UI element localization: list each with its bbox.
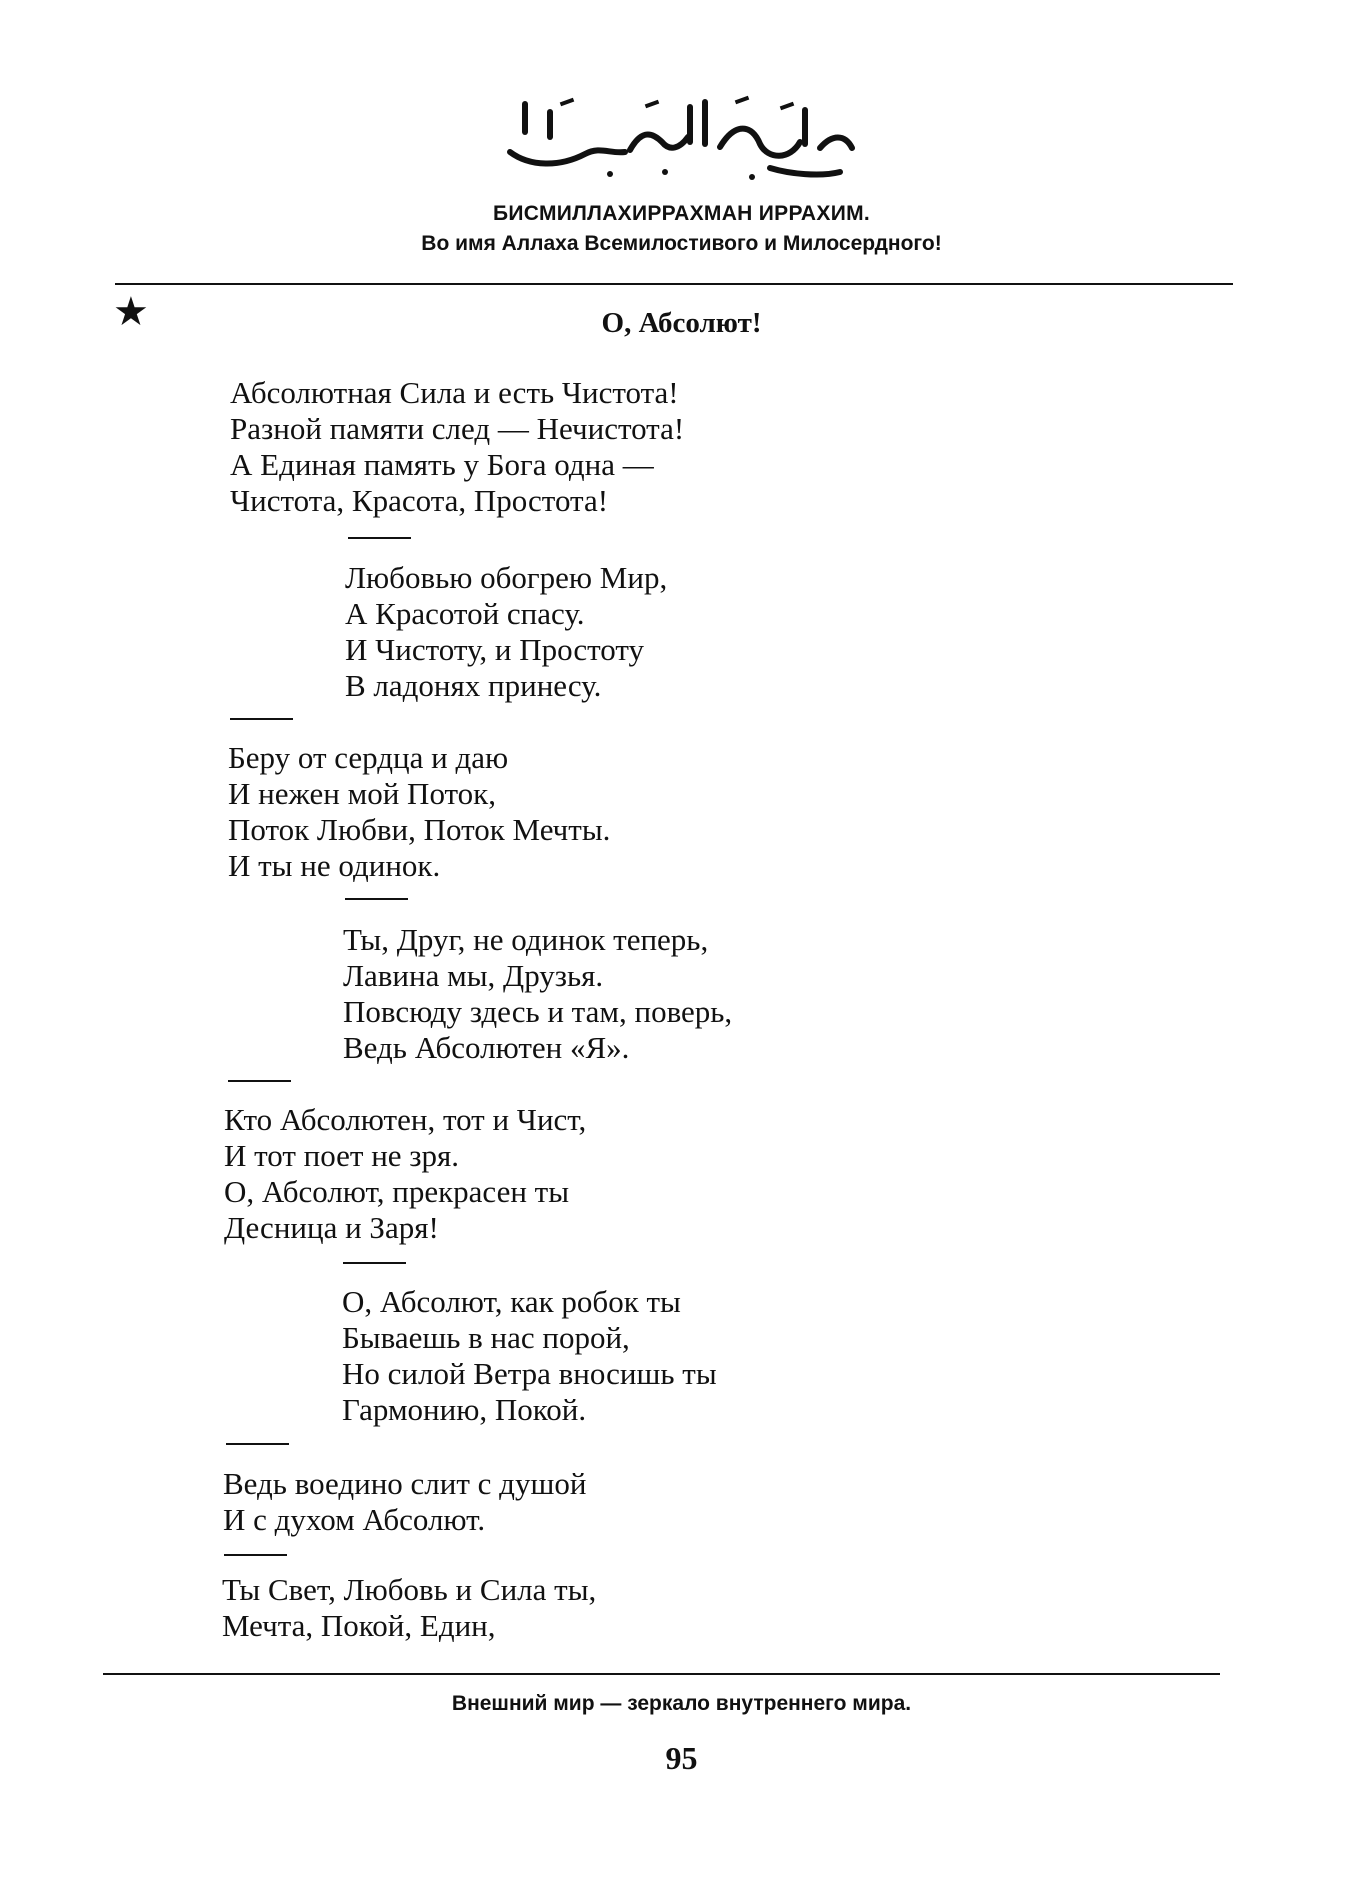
- poem-line: Гармонию, Покой.: [342, 1392, 587, 1427]
- poem-line: Но силой Ветра вносишь ты: [342, 1356, 717, 1391]
- header-subtitle: Во имя Аллаха Всемилостивого и Милосердного!: [421, 232, 942, 255]
- footer-motto: Внешний мир — зеркало внутреннего мира.: [451, 1692, 912, 1715]
- poem-line: Повсюду здесь и там, поверь,: [343, 994, 733, 1029]
- stanza-7: [223, 1466, 586, 1538]
- poem-line: И ты не одинок.: [228, 848, 441, 883]
- bismillah-calligraphy-icon: [490, 82, 870, 182]
- stanza-separator: [343, 1262, 406, 1264]
- poem-line: И Чистоту, и Простоту: [345, 632, 645, 667]
- stanza-5: [224, 1102, 586, 1246]
- poem-line: О, Абсолют, прекрасен ты: [224, 1174, 570, 1209]
- poem-line: Десница и Заря!: [224, 1210, 439, 1245]
- poem-line: В ладонях принесу.: [345, 668, 602, 703]
- stanza-separator: [345, 898, 408, 900]
- stanza-separator: [226, 1443, 289, 1445]
- stanza-3: [228, 740, 610, 884]
- star-icon: ★: [113, 289, 149, 335]
- header-rule: [115, 283, 1233, 285]
- poem-line: О, Абсолют, как робок ты: [342, 1284, 681, 1319]
- stanza-separator: [228, 1080, 291, 1082]
- poem-line: Беру от сердца и даю: [228, 740, 509, 775]
- poem-line: Ты Свет, Любовь и Сила ты,: [222, 1572, 597, 1607]
- poem-line: И тот поет не зря.: [224, 1138, 460, 1173]
- poem-line: Бываешь в нас порой,: [342, 1320, 630, 1355]
- poem-line: Разной памяти след — Нечистота!: [230, 411, 685, 446]
- stanza-6: [342, 1284, 717, 1428]
- poem-line: Любовью обогрею Мир,: [345, 560, 668, 595]
- poem-line: Лавина мы, Друзья.: [343, 958, 604, 993]
- stanza-2: [345, 560, 667, 704]
- poem-title: О, Абсолют!: [601, 307, 762, 339]
- footer-rule: [103, 1673, 1220, 1675]
- page-number: 95: [665, 1740, 698, 1776]
- stanza-4: [343, 922, 732, 1066]
- poem-line: И нежен мой Поток,: [228, 776, 496, 811]
- poem-line: Кто Абсолютен, тот и Чист,: [224, 1102, 587, 1137]
- poem-line: Поток Любви, Поток Мечты.: [228, 812, 611, 847]
- stanza-separator: [230, 718, 293, 720]
- poem-line: Чистота, Красота, Простота!: [230, 483, 609, 518]
- stanza-1: [230, 375, 684, 519]
- poem-line: А Единая память у Бога одна —: [230, 447, 654, 482]
- stanza-8: [222, 1572, 596, 1644]
- poem-line: Ведь воедино слит с душой: [223, 1466, 587, 1501]
- poem-line: А Красотой спасу.: [345, 596, 585, 631]
- stanza-separator: [224, 1554, 287, 1556]
- poem-line: Мечта, Покой, Един,: [222, 1608, 496, 1643]
- poem-line: Ты, Друг, не одинок теперь,: [343, 922, 709, 957]
- header-title: БИСМИЛЛАХИРРАХМАН ИРРАХИМ.: [492, 202, 871, 225]
- poem-line: И с духом Абсолют.: [223, 1502, 486, 1537]
- stanza-separator: [348, 537, 411, 539]
- poem-line: Абсолютная Сила и есть Чистота!: [230, 375, 679, 410]
- poem-line: Ведь Абсолютен «Я».: [343, 1030, 630, 1065]
